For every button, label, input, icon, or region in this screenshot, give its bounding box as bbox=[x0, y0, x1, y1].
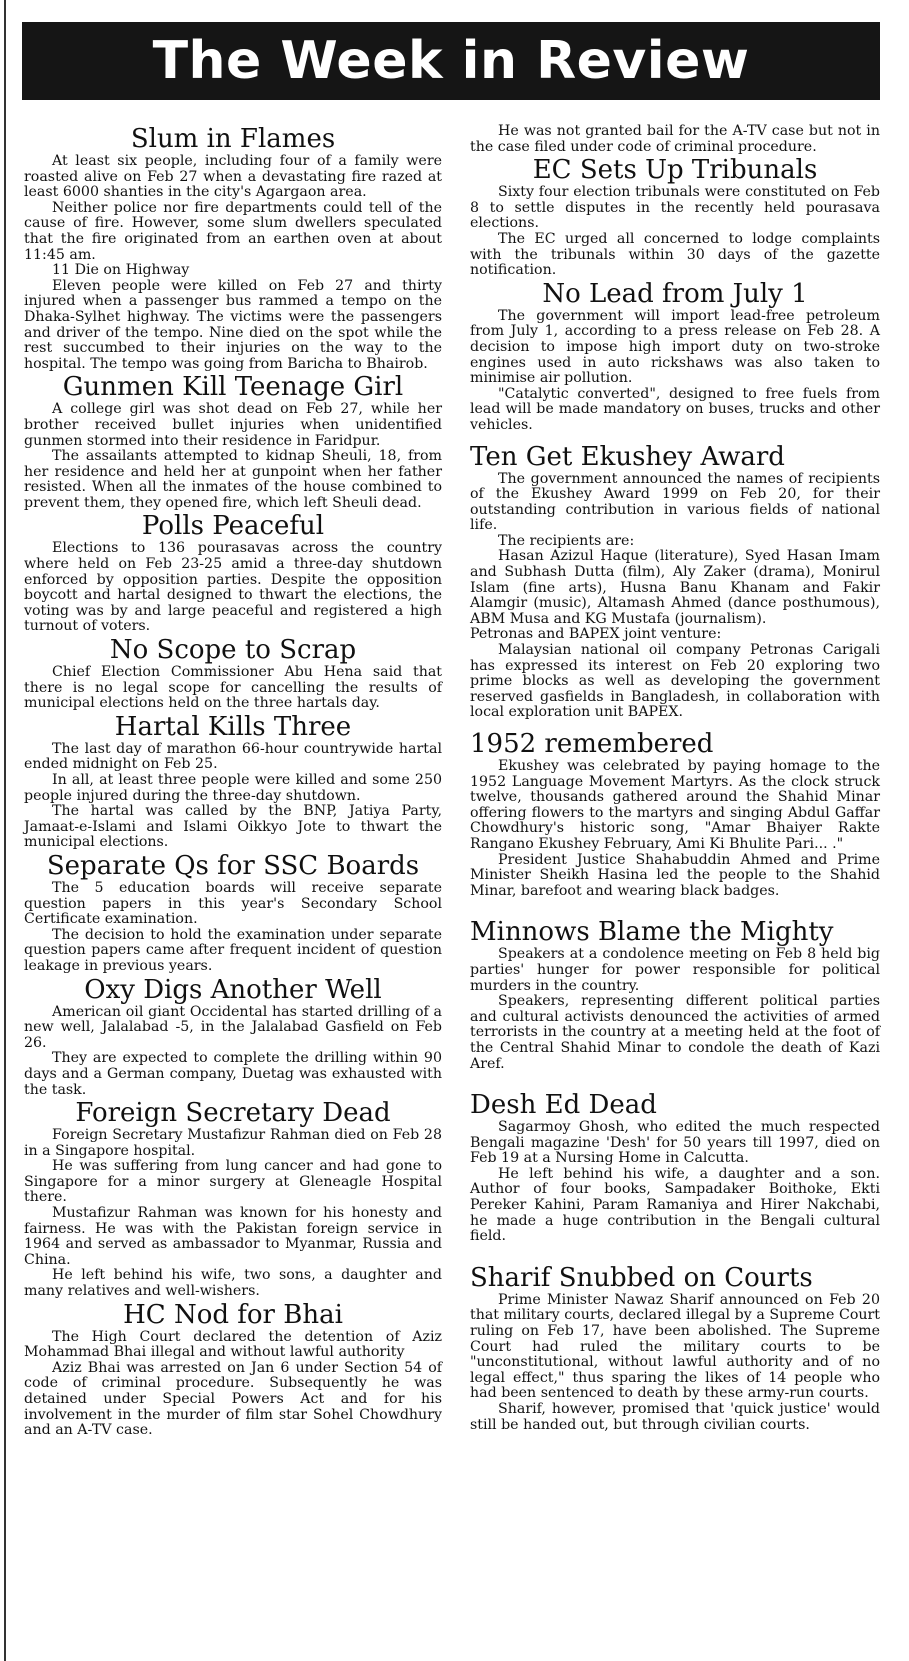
article-paragraph: Hasan Azizul Haque (literature), Syed Hasan Imam and Subhash Dutta (film), Aly Zaker (drama), Monirul Islam (fine arts), Husna Banu Khanam and Fakir Alamgir (music), Altamash Ahmed (dance posthumous), ABM Musa and KG Mustafa (journalism). bbox=[470, 548, 880, 627]
article-paragraph: President Justice Shahabuddin Ahmed and Prime Minister Sheikh Hasina led the people to the Shahid Minar, barefoot and wearing black badges. bbox=[470, 851, 880, 899]
page-title: The Week in Review bbox=[152, 31, 750, 91]
article-hc-nod-continued bbox=[470, 124, 880, 155]
article-headline: No Lead from July 1 bbox=[542, 278, 808, 309]
article-headline: No Scope to Scrap bbox=[109, 635, 357, 666]
article-paragraph: He was not granted bail for the A-TV case but not in the case filed under code of criminal procedure. bbox=[470, 123, 880, 155]
article-paragraph: The 5 education boards will receive separate question papers in this year's Secondary School Certificate examination. bbox=[24, 879, 442, 928]
article-paragraph: The hartal was called by the BNP, Jatiya Party, Jamaat-e-Islami and Islami Oikkyo Jote to thwart the municipal elections. bbox=[24, 803, 442, 851]
article-paragraph: Prime Minister Nawaz Sharif announced on Feb 20 that military courts, declared illegal by a Supreme Court ruling on Feb 17, have been abolished. The Supreme Court had ruled the military courts to be "unconstitutional, without lawful authority and of no legal effect," thus sparing the likes of 14 people who had been sentenced to death by these army-run courts. bbox=[470, 1291, 880, 1402]
left-column bbox=[24, 124, 442, 1439]
article-subhead: 11 Die on Highway bbox=[52, 262, 190, 279]
article-headline: Sharif Snubbed on Courts bbox=[470, 1262, 813, 1293]
article-headline: Hartal Kills Three bbox=[114, 711, 352, 742]
article-headline: Polls Peaceful bbox=[141, 511, 325, 542]
article-no-lead-from-july-1 bbox=[470, 279, 880, 434]
article-paragraph: The EC urged all concerned to lodge complaints with the tribunals within 30 days of the gazette notification. bbox=[470, 230, 880, 279]
article-sharif-snubbed-on-courts bbox=[470, 1263, 880, 1433]
article-paragraph: Speakers, representing different political parties and cultural activists denounced the activities of armed terrorists in the country at a meeting held at the foot of the Central Shahid Minar to condole the death of Kazi Aref. bbox=[470, 993, 880, 1072]
article-slum-in-flames bbox=[24, 124, 442, 372]
article-headline: Minnows Blame the Mighty bbox=[470, 917, 834, 948]
title-banner bbox=[22, 22, 880, 100]
article-paragraph: Sagarmoy Ghosh, who edited the much respected Bengali magazine 'Desh' for 50 years till 1997, died on Feb 19 at a Nursing Home in Calcutta. bbox=[470, 1119, 880, 1167]
article-minnows-blame-the-mighty bbox=[470, 917, 880, 1072]
article-paragraph: The last day of marathon 66-hour countrywide hartal ended midnight on Feb 25. bbox=[24, 740, 442, 773]
article-paragraph: Elections to 136 pourasavas across the country where held on Feb 23-25 amid a three-day shutdown enforced by opposition parties. Despite the opposition boycott and hartal designed to thwart the elections, the voting was by and large peaceful and registered a high turnout of voters. bbox=[24, 540, 442, 635]
article-separate-qs-for-ssc-boards bbox=[24, 851, 442, 975]
article-headline: EC Sets Up Tribunals bbox=[532, 155, 818, 186]
article-hc-nod-for-bhai bbox=[24, 1300, 442, 1439]
article-paragraph: He left behind his wife, two sons, a daughter and many relatives and well-wishers. bbox=[24, 1267, 442, 1300]
article-paragraph: He left behind his wife, a daughter and a son. Author of four books, Sampadaker Boithoke, Ekti Pereker Kahini, Param Ramaniya and Hirer Nakchabi, he made a huge contribution in the Bengali cultural field. bbox=[470, 1165, 880, 1245]
article-headline: Desh Ed Dead bbox=[470, 1090, 657, 1121]
article-paragraph: Mustafizur Rahman was known for his honesty and fairness. He was with the Pakistan foreign service in 1964 and served as ambassador to Myanmar, Russia and China. bbox=[24, 1205, 442, 1268]
article-no-scope-to-scrap bbox=[24, 635, 442, 712]
article-paragraph: Neither police nor fire departments could tell of the cause of fire. However, some slum dwellers speculated that the fire originated from an earthen oven at about 11:45 am. bbox=[24, 199, 442, 263]
article-paragraph: Ekushey was celebrated by paying homage to the 1952 Language Movement Martyrs. As the clock struck twelve, thousands gathered around the Shahid Minar offering flowers to the martyrs and singing Abdul Gaffar Chowdhury's historic song, "Amar Bhaiyer Rakte Rangano Ekushey February, Ami Ki Bhulite Pari... ." bbox=[470, 758, 880, 852]
article-paragraph: Sixty four election tribunals were constituted on Feb 8 to settle disputes in the recently held pourasava elections. bbox=[470, 184, 880, 232]
article-paragraph: In all, at least three people were killed and some 250 people injured during the three-day shutdown. bbox=[24, 772, 442, 804]
article-headline: HC Nod for Bhai bbox=[123, 1299, 343, 1330]
article-paragraph: Speakers at a condolence meeting on Feb 8 held big parties' hunger for power responsible for political murders in the country. bbox=[470, 946, 880, 994]
article-headline: Slum in Flames bbox=[130, 124, 336, 154]
article-ec-sets-up-tribunals bbox=[470, 155, 880, 279]
article-paragraph: They are expected to complete the drilling within 90 days and a German company, Duetag was exhausted with the task. bbox=[24, 1050, 442, 1098]
article-paragraph: Petronas and BAPEX joint venture: bbox=[470, 626, 722, 643]
right-column bbox=[470, 124, 880, 1433]
article-paragraph: Eleven people were killed on Feb 27 and thirty injured when a passenger bus rammed a tempo on the Dhaka-Sylhet highway. The victims were the passengers and driver of the tempo. Nine died on the spot while the rest succumbed to their injuries on the way to the hospital. The tempo was going from Baricha to Bhairob. bbox=[24, 277, 442, 372]
article-foreign-secretary-dead bbox=[24, 1098, 442, 1300]
article-hartal-kills-three bbox=[24, 712, 442, 851]
article-paragraph: Sharif, however, promised that 'quick justice' would still be handed out, but through civilian courts. bbox=[470, 1401, 880, 1433]
article-headline: 1952 remembered bbox=[470, 729, 714, 759]
article-paragraph: Chief Election Commissioner Abu Hena said that there is no legal scope for cancelling the results of municipal elections held on the three hartals day. bbox=[24, 664, 442, 712]
article-paragraph: "Catalytic converted", designed to free fuels from lead will be made mandatory on buses, trucks and other vehicles. bbox=[470, 385, 880, 433]
article-paragraph: Foreign Secretary Mustafizur Rahman died on Feb 28 in a Singapore hospital. bbox=[24, 1127, 442, 1159]
article-headline: Foreign Secretary Dead bbox=[75, 1098, 391, 1129]
article-paragraph: At least six people, including four of a family were roasted alive on Feb 27 when a devastating fire razed at least 6000 shanties in the city's Agargaon area. bbox=[24, 153, 442, 201]
article-headline: Separate Qs for SSC Boards bbox=[46, 850, 420, 881]
article-paragraph: A college girl was shot dead on Feb 27, while her brother received bullet injuries when unidentified gunmen stormed into their residence in Faridpur. bbox=[24, 401, 442, 449]
article-desh-ed-dead bbox=[470, 1090, 880, 1245]
article-paragraph: The High Court declared the detention of Aziz Mohammad Bhai illegal and without lawful authority bbox=[24, 1328, 442, 1361]
page-margin-rule bbox=[4, 0, 6, 1661]
article-headline: Ten Get Ekushey Award bbox=[470, 441, 785, 472]
article-gunmen-kill-teenage-girl bbox=[24, 372, 442, 511]
article-polls-peaceful bbox=[24, 511, 442, 635]
article-headline: Oxy Digs Another Well bbox=[84, 974, 382, 1005]
article-paragraph: The recipients are: bbox=[498, 532, 635, 549]
article-paragraph: American oil giant Occidental has started drilling of a new well, Jalalabad -5, in the Jalalabad Gasfield on Feb 26. bbox=[24, 1003, 442, 1051]
article-paragraph: The government announced the names of recipients of the Ekushey Award 1999 on Feb 20, for their outstanding contribution in various fields of national life. bbox=[470, 470, 880, 534]
article-oxy-digs-another-well bbox=[24, 975, 442, 1099]
article-headline: Gunmen Kill Teenage Girl bbox=[62, 372, 404, 403]
article-paragraph: Malaysian national oil company Petronas Carigali has expressed its interest on Feb 20 exploring two prime blocks as well as developing the government reserved gasfields in Bangladesh, in collaboration with local exploration unit BAPEX. bbox=[470, 642, 880, 721]
article-paragraph: He was suffering from lung cancer and had gone to Singapore for a minor surgery at Gleneagle Hospital there. bbox=[24, 1158, 442, 1206]
article-ten-get-ekushey-award bbox=[470, 442, 880, 722]
article-1952-remembered bbox=[470, 729, 880, 899]
article-paragraph: The assailants attempted to kidnap Sheuli, 18, from her residence and held her at gunpoint when her father resisted. When all the inmates of the house combined to prevent them, they opened fire, which left Sheuli dead. bbox=[24, 448, 442, 511]
article-paragraph: The decision to hold the examination under separate question papers came after frequent incident of question leakage in previous years. bbox=[24, 926, 442, 974]
article-paragraph: The government will import lead-free petroleum from July 1, according to a press release on Feb 28. A decision to impose high import duty on two-stroke engines used in auto rickshaws was also taken to minimise air pollution. bbox=[470, 307, 880, 387]
article-paragraph: Aziz Bhai was arrested on Jan 6 under Section 54 of code of criminal procedure. Subsequently he was detained under Special Powers Act and for his involvement in the murder of film star Sohel Chowdhury and an A-TV case. bbox=[24, 1359, 442, 1439]
